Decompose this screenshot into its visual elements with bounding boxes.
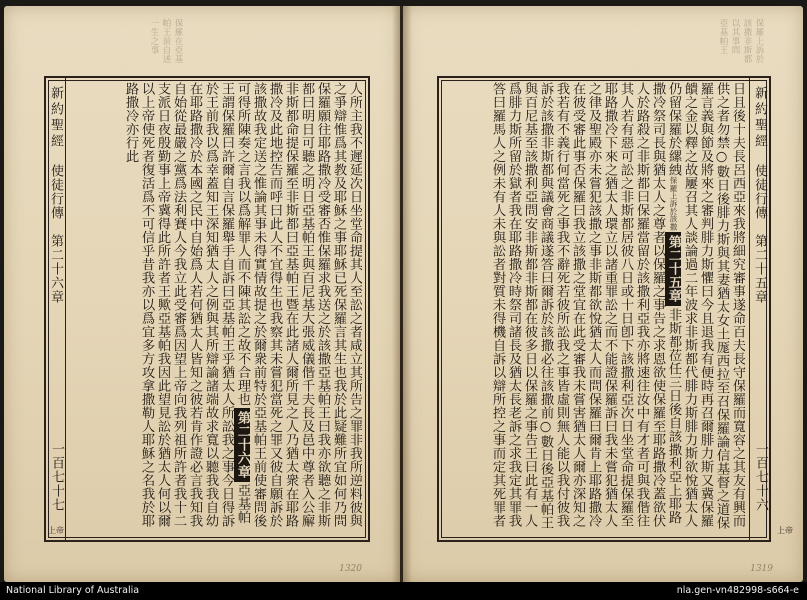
chapter-marker-26: 第二十六章 xyxy=(234,408,250,482)
book-title: 新約聖經 xyxy=(752,86,767,150)
left-text-part1: 人所主我不遲延次日坐堂命提其人至訟之者咸立其所告之罪非我所逆料彼與之爭辯惟爲其教及耶穌之事耶穌已死保羅言其生也我於此疑難所宜如何乃問保羅願往耶路撒冷受審否惟保羅求我送之於該撒亞基帕王曰我亦欲聽之非斯都曰明日可聽之明日亞基帕王與百尼基大張威儀偕千夫長及邑中尊者入公廨非斯都命提保羅至非斯都曰亞基帕王暨在此諸人爾所見之人乃猶太衆在耶路撒冷及此地控告而呼曰此人不宜得生也我察其未嘗犯當死之罪又彼自願訴於該撒故我定送之惟論其事未得實情故提之於爾衆前特於亞基帕王前使審問後可得所陳奏之言我以爲解罪人而不陳其訟之故不合理也 xyxy=(235,82,362,528)
inline-note: 保羅上訴於該撒 xyxy=(669,176,678,231)
book-title: 新約聖經 xyxy=(48,86,63,150)
chapter-marker-25: 第二十五章 xyxy=(665,232,681,306)
right-body-text xyxy=(445,82,745,536)
right-page xyxy=(403,6,803,582)
attribution-bar xyxy=(0,582,807,600)
print-mark: 上帝 xyxy=(48,526,64,535)
right-text-part2: 非斯都莅任三日後自該撒利亞上耶路撒冷祭司長與猶太人之尊者以保羅之事告之求恩欲使保羅至耶路撒冷蓋欲伏人於路殺之非斯都曰保羅當留於該撒利亞我亦將速往汝中有才者可與我偕往其人若有惡可訟之非斯都居彼八日或十日卽下該撒利亞次日坐堂命提保羅至耶路撒冷下來之猶太人環立以諸重罪訟之而不能證保羅訴曰我未嘗犯猶太人之律及聖殿亦未嘗犯該撒之事非斯都欲悅猶太人而問保羅曰爾肯上耶路撒冷在彼受審此事否保羅曰我立該撒之堂宜在此受審我未嘗害猶太人爾亦深知之我若有不義行何當死之事我不辭死若彼所訟我之事皆虛則無人能以我付彼我訴於該撒非斯都與議會商議遂答曰爾訴於該撒必往該撒前○數日後亞基帕王與百尼基至該撒利亞問安非斯都非斯都在彼多日以保羅之事告王曰此有一人爲腓力斯所留於獄者我在耶路撒冷時祭司諸長及猶太長老訴之求我定其罪我答曰羅馬人之例未有人未與訟者對質未得機自訴以辯所控之事而定其死罪者 xyxy=(490,82,681,530)
show-through-text-right: 保羅上訴於 該撒非斯都 以其事問 亞基帕王 xyxy=(719,19,765,65)
right-text-frame xyxy=(437,76,771,542)
chapter-label: 第二十五章 xyxy=(752,234,767,304)
item-identifier: nla.gen-vn482998-s664-e xyxy=(676,585,799,596)
right-header-strip xyxy=(749,78,769,540)
section-title: 使徒行傳 xyxy=(48,164,63,220)
left-header-strip xyxy=(46,78,66,540)
page-number: 一百七十六 xyxy=(753,442,768,512)
print-mark: 上帝 xyxy=(777,526,793,535)
right-text-part1: 日且後十夫長呂西亞來我將細究審事遂命百夫長守保羅而寬容之其友有興而供之者勿禁○數日後腓力斯與其妻猶太女土厖西拉至召保羅論信基督之道保羅言義與節及將來之審判腓力斯懼曰今且退我有便時再召爾腓力斯又冀保羅饋之金以釋之故屢召其人談論過二年波求非斯都代腓力斯腓力斯欲悅猶太人仍留保羅於縲絏 xyxy=(666,82,745,530)
left-text-frame xyxy=(44,76,370,542)
left-text-part2: 亞基帕王謂保羅曰許爾自言保羅舉手自訴曰亞基帕王乎猶太人所訟我之事今日得訴於王前我以爲幸蓋知王深知猶太人之例與其所辯論諸端故求寬以聽我我自幼在耶路撒冷於本國之民中自始爲人若何猶太人皆知之彼若肯作證必言我知我自始從最嚴之黨爲法利賽人今我立此受審爲因望上帝向我列祖所許者我十二支派日夜殷勤事上帝冀得此所許者王歟亞基帕我因此望見訟於猶太人何以爾以上帝使死者復活爲不可信乎昔我亦以爲宜多方攻拿撒勒人耶穌之名我於耶路撒冷亦行此 xyxy=(123,82,250,528)
left-page xyxy=(4,6,400,582)
page-number: 一百七十七 xyxy=(49,442,64,512)
pencil-note: 1319 xyxy=(750,564,773,574)
left-body-text xyxy=(70,82,362,536)
chapter-label: 第二十六章 xyxy=(48,234,63,304)
library-credit: National Library of Australia xyxy=(6,585,140,596)
pencil-note: 1320 xyxy=(339,564,362,574)
book-gutter xyxy=(392,6,412,582)
show-through-text-left: 保羅在亞基 帕王前自述 一生之事 xyxy=(150,19,184,65)
section-title: 使徒行傳 xyxy=(752,164,767,220)
